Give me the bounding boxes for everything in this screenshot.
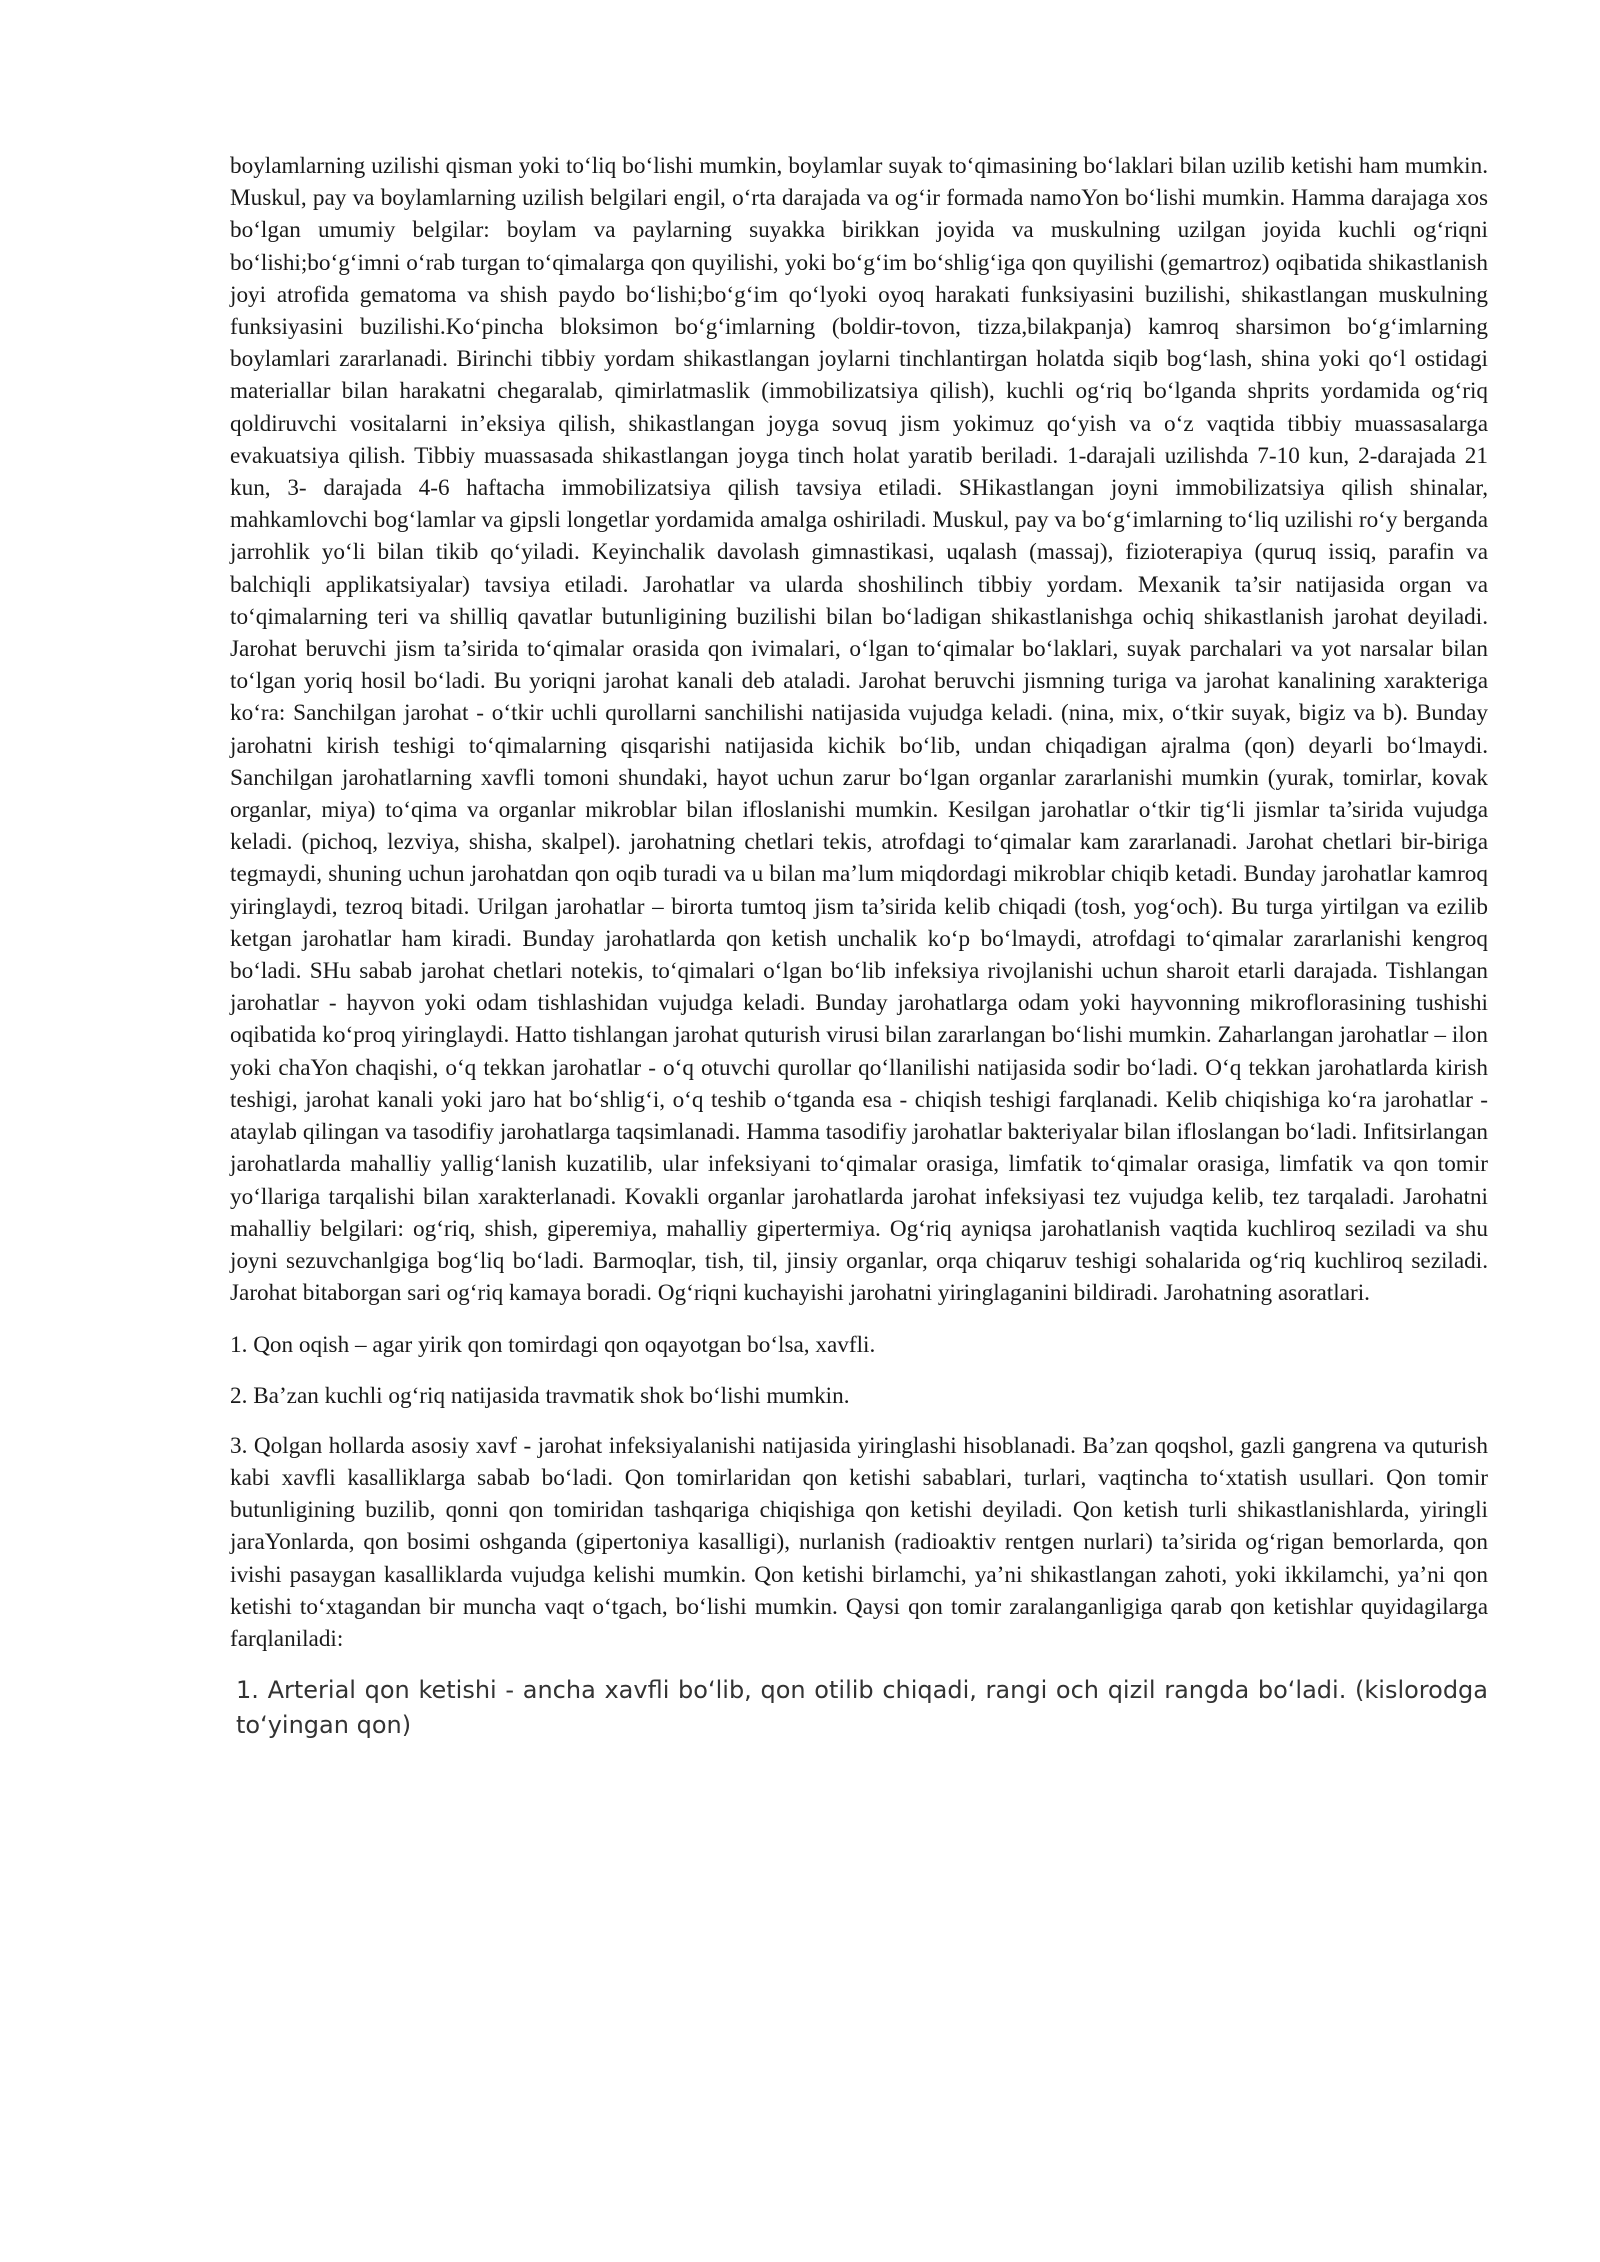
list-item-3: 3. Qolgan hollarda asosiy xavf - jarohat infeksiyalanishi natijasida yiringlashi hisoblanadi. Ba’zan qoqshol, gazli gangrena va quturish kabi xavfli kasalliklarga sabab bo‘ladi. Qon tomirlaridan qon ketishi sabablari, turlari, vaqtincha to‘xtatish usullari. Qon tomir butunligining buzilib, qonni qon tomiridan tashqariga chiqishiga qon ketishi deyiladi. Qon ketish turli shikastlanishlarda, yiringli jaraYonlarda, qon bosimi oshganda (gipertoniya kasalligi), nurlanish (radioaktiv rentgen nurlari) ta’sirida og‘rigan bemorlarda, qon ivishi pasaygan kasalliklarda vujudga kelishi mumkin. Qon ketishi birlamchi, ya’ni shikastlangan zahoti, yoki ikkilamchi, ya’ni qon ketishi to‘xtagandan bir muncha vaqt o‘tgach, bo‘lishi mumkin. Qaysi qon tomir zaralanganligiga qarab qon ketishlar quyidagilarga farqlaniladi: [230, 1432, 1488, 1652]
body-paragraph-main: boylamlarning uzilishi qisman yoki to‘liq bo‘lishi mumkin, boylamlar suyak to‘qimasining bo‘laklari bilan uzilib ketishi ham mumkin. Muskul, pay va boylamlarning uzilish belgilari engil, o‘rta darajada va og‘ir formada namoYon bo‘lishi mumkin. Hamma darajaga xos bo‘lgan umumiy belgilar: boylam va paylarning suyakka birikkan joyida va muskulning uzilgan joyida kuchli og‘riqni bo‘lishi;bo‘g‘imni o‘rab turgan to‘qimalarga qon quyilishi, yoki bo‘g‘im bo‘shlig‘iga qon quyilishi (gemartroz) oqibatida shikastlanish joyi atrofida gematoma va shish paydo bo‘lishi;bo‘g‘im qo‘lyoki oyoq harakati funksiyasini buzilishi, shikastlangan muskulning funksiyasini buzilishi.Ko‘pincha bloksimon bo‘g‘imlarning (boldir-tovon, tizza,bilakpanja) kamroq sharsimon bo‘g‘imlarning boylamlari zararlanadi. Birinchi tibbiy yordam shikastlangan joylarni tinchlantirgan holatda siqib bog‘lash, shina yoki qo‘l ostidagi materiallar bilan harakatni chegaralab, qimirlatmaslik (immobilizatsiya qilish), kuchli og‘riq bo‘lganda shprits yordamida og‘riq qoldiruvchi vositalarni in’eksiya qilish, shikastlangan joyga sovuq jism yokimuz qo‘yish va o‘z vaqtida tibbiy muassasalarga evakuatsiya qilish. Tibbiy muassasada shikastlangan joyga tinch holat yaratib beriladi. 1-darajali uzilishda 7-10 kun, 2-darajada 21 kun, 3- darajada 4-6 haftacha immobilizatsiya qilish tavsiya etiladi. SHikastlangan joyni immobilizatsiya qilish shinalar, mahkamlovchi bog‘lamlar va gipsli longetlar yordamida amalga oshiriladi. Muskul, pay va bo‘g‘imlarning to‘liq uzilishi ro‘y berganda jarrohlik yo‘li bilan tikib qo‘yiladi. Keyinchalik davolash gimnastikasi, uqalash (massaj), fizioterapiya (quruq issiq, parafin va balchiqli applikatsiyalar) tavsiya etiladi. Jarohatlar va ularda shoshilinch tibbiy yordam. Mexanik ta’sir natijasida organ va to‘qimalarning teri va shilliq qavatlar butunligining buzilishi bilan bo‘ladigan shikastlanishga ochiq shikastlanish jarohat deyiladi. Jarohat beruvchi jism ta’sirida to‘qimalar orasida qon ivimalari, o‘lgan to‘qimalar bo‘laklari, suyak parchalari va yot narsalar bilan to‘lgan yoriq hosil bo‘ladi. Bu yoriqni jarohat kanali deb ataladi. Jarohat beruvchi jismning turiga va jarohat kanalining xarakteriga ko‘ra: Sanchilgan jarohat - o‘tkir uchli qurollarni sanchilishi natijasida vujudga keladi. (nina, mix, o‘tkir suyak, bigiz va b). Bunday jarohatni kirish teshigi to‘qimalarning qisqarishi natijasida kichik bo‘lib, undan chiqadigan ajralma (qon) deyarli bo‘lmaydi. Sanchilgan jarohatlarning xavfli tomoni shundaki, hayot uchun zarur bo‘lgan organlar zararlanishi mumkin (yurak, tomirlar, kovak organlar, miya) to‘qima va organlar mikroblar bilan ifloslanishi mumkin. Kesilgan jarohatlar o‘tkir tig‘li jismlar ta’sirida vujudga keladi. (pichoq, lezviya, shisha, skalpel). jarohatning chetlari tekis, atrofdagi to‘qimalar kam zararlanadi. Jarohat chetlari bir-biriga tegmaydi, shuning uchun jarohatdan qon oqib turadi va u bilan ma’lum miqdordagi mikroblar chiqib ketadi. Bunday jarohatlar kamroq yiringlaydi, tezroq bitadi. Urilgan jarohatlar – birorta tumtoq jism ta’sirida kelib chiqadi (tosh, yog‘och). Bu turga yirtilgan va ezilib ketgan jarohatlar ham kiradi. Bunday jarohatlarda qon ketish unchalik ko‘p bo‘lmaydi, atrofdagi to‘qimalar zararlanishi kengroq bo‘ladi. SHu sabab jarohat chetlari notekis, to‘qimalari o‘lgan bo‘lib infeksiya rivojlanishi uchun sharoit etarli darajada. Tishlangan jarohatlar - hayvon yoki odam tishlashidan vujudga keladi. Bunday jarohatlarga odam yoki hayvonning mikroflorasining tushishi oqibatida ko‘proq yiringlaydi. Hatto tishlangan jarohat quturish virusi bilan zararlangan bo‘lishi mumkin. Zaharlangan jarohatlar – ilon yoki chaYon chaqishi, o‘q tekkan jarohatlar - o‘q otuvchi qurollar qo‘llanilishi natijasida sodir bo‘ladi. O‘q tekkan jarohatlarda kirish teshigi, jarohat kanali yoki jaro hat bo‘shlig‘i, o‘q teshib o‘tganda esa - chiqish teshigi farqlanadi. Kelib chiqishiga ko‘ra jarohatlar - ataylab qilingan va tasodifiy jarohatlarga taqsimlanadi. Hamma tasodifiy jarohatlar bakteriyalar bilan ifloslangan bo‘ladi. Infitsirlangan jarohatlarda mahalliy yallig‘lanish kuzatilib, ular infeksiyani to‘qimalar orasiga, limfatik to‘qimalar orasiga, limfatik va qon tomir yo‘llariga tarqalishi bilan xarakterlanadi. Kovakli organlar jarohatlarda jarohat infeksiyasi tez vujudga kelib, tez tarqaladi. Jarohatni mahalliy belgilari: og‘riq, shish, giperemiya, mahalliy gipertermiya. Og‘riq ayniqsa jarohatlanish vaqtida kuchliroq seziladi va shu joyni sezuvchanlgiga bog‘liq bo‘ladi. Barmoqlar, tish, til, jinsiy organlar, orqa chiqaruv teshigi sohalarida og‘riq kuchliroq seziladi. Jarohat bitaborgan sari og‘riq kamaya boradi. Og‘riqni kuchayishi jarohatni yiringlaganini bildiradi. Jarohatning asoratlari. [230, 153, 1488, 1307]
list-item-1: 1. Qon oqish – agar yirik qon tomirdagi qon oqayotgan bo‘lsa, xavfli. [230, 1332, 876, 1359]
document-page [230, 150, 1488, 1743]
list-item-2: 2. Ba’zan kuchli og‘riq natijasida travmatik shok bo‘lishi mumkin. [230, 1382, 850, 1409]
arterial-bleeding-paragraph: 1. Arterial qon ketishi - ancha xavfli bo‘lib, qon otilib chiqadi, rangi och qizil rangda bo‘ladi. (kislorodga to‘yingan qon) [236, 1676, 1488, 1740]
